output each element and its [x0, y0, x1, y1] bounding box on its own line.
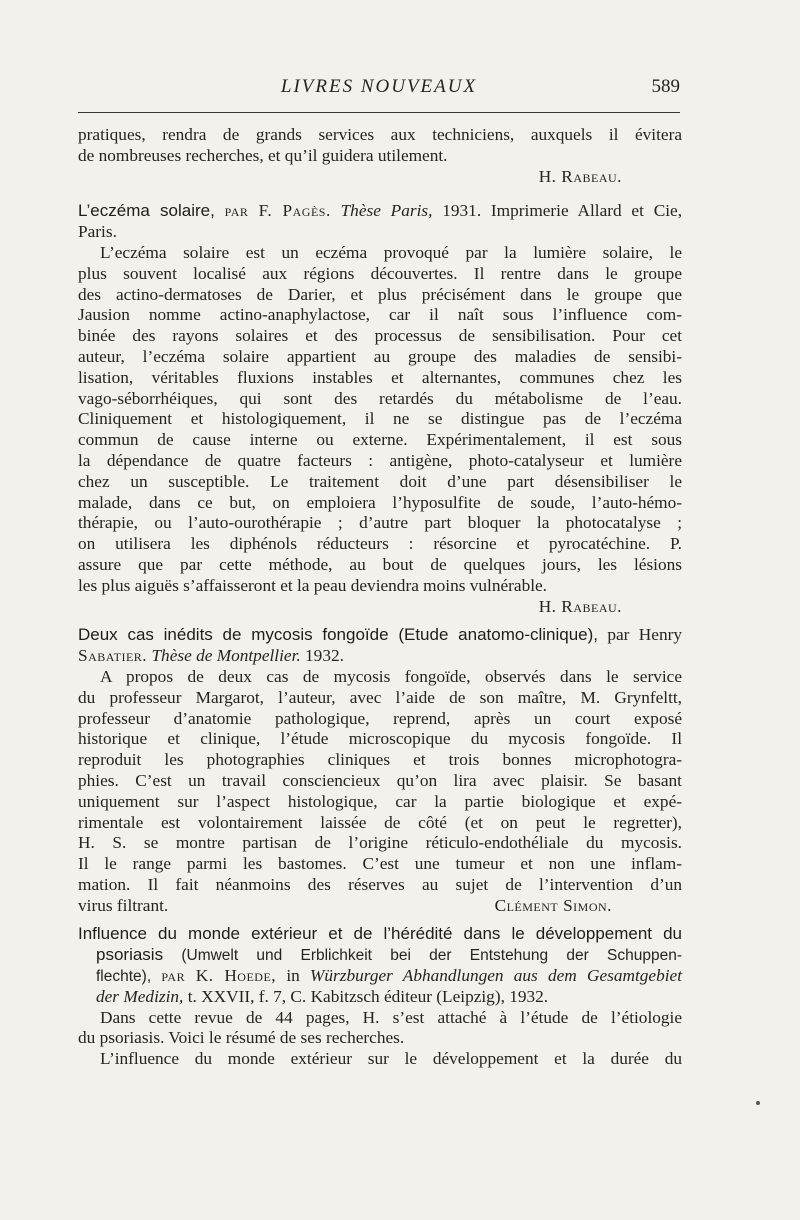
text-line: lisation, véritables fluxions instables et alternantes, communes chez les [78, 367, 682, 387]
signature: H. Rabeau. [538, 166, 622, 186]
text-line: Paris. [78, 222, 117, 242]
text-line: historique et clinique, l’étude microscopique du mycosis fongoïde. Il [78, 729, 682, 749]
text-line: les plus aiguës s’affaisseront et la peau deviendra moins vulnérable. [78, 575, 548, 595]
text-line: du psoriasis. Voici le résumé de ses recherches. [78, 1028, 405, 1048]
text-line: pratiques, rendra de grands services aux techniciens, auxquels il évitera [78, 125, 682, 144]
text-line: Cliniquement et histologiquement, il ne se distingue pas de l’eczéma [78, 409, 682, 429]
paper-speck [756, 1101, 760, 1105]
text-line: Il le range parmi les bastomes. C’est une tumeur et non une inflam- [78, 854, 682, 874]
review-title: L’eczéma solaire, [78, 201, 215, 221]
text-line: thérapie, ou l’auto-ourothérapie ; d’autre part bloquer la photocatalyse ; [78, 513, 682, 533]
review-heading [78, 924, 682, 945]
text-line: flechte), par K. Hoede, in Würzburger Abhandlungen aus dem Gesamtgebiet [96, 966, 683, 986]
text-line: Dans cette revue de 44 pages, H. s’est attaché à l’étude de l’étiologie [100, 1007, 682, 1027]
text-line: L’influence du monde extérieur sur le développement et la durée du [100, 1049, 682, 1069]
review-title: Deux cas inédits de mycosis fongoïde (Etude anatomo-clinique), [78, 625, 599, 645]
text-line: on utilisera les diphénols réducteurs : résorcine et pyrocatéchine. P. [78, 534, 682, 554]
running-title: LIVRES NOUVEAUX [280, 76, 478, 97]
text-line: assure que par cette méthode, au bout de quelques jours, les lésions [78, 554, 682, 574]
text-line: uniquement sur l’aspect histologique, car la partie biologique et expé- [78, 791, 682, 811]
text-line: professeur d’anatomie pathologique, reprend, après un court exposé [78, 708, 682, 728]
page-number: 589 [651, 76, 680, 97]
text-line: virus filtrant. Clément Simon. [78, 895, 612, 915]
text-line: du professeur Margarot, l’auteur, avec l’aide de son maître, M. Grynfeltt, [78, 687, 682, 707]
text-line: malade, dans ce but, on emploiera l’hyposulfite de soude, l’auto-hémo- [78, 492, 682, 512]
text-line: L’eczéma solaire est un eczéma provoqué par la lumière solaire, le [100, 242, 682, 262]
text-line: vago-séborrhéiques, qui sont des retardés du métabolisme de l’eau. [78, 388, 682, 408]
text-line: auteur, l’eczéma solaire appartient au groupe des maladies de sensibi- [78, 346, 682, 366]
text-line: H. S. se montre partisan de l’origine réticulo-endothéliale du mycosis. [78, 833, 682, 853]
text-line: psoriasis (Umwelt und Erblichkeit bei der Entstehung der Schuppen- [96, 945, 682, 965]
text-line: plus souvent localisé aux régions découvertes. Il rentre dans le groupe [78, 263, 682, 283]
text-line: rimentale est volontairement laissée de côté (et on peut le regretter), [78, 812, 682, 832]
text-line: A propos de deux cas de mycosis fongoïde, observés dans le service [100, 666, 682, 686]
text-line: mation. Il fait néanmoins des réserves au sujet de l’intervention d’un [78, 874, 682, 894]
review-heading: L’eczéma solaire, par F. Pagès. Thèse Paris, 1931. Imprimerie Allard et Cie, [78, 201, 683, 221]
review-heading: Deux cas inédits de mycosis fongoïde (Etude anatomo-clinique), par Henry [78, 625, 682, 645]
signature: Clément Simon. [494, 895, 612, 915]
text-line: de nombreuses recherches, et qu’il guidera utilement. [78, 145, 448, 165]
running-header [78, 72, 680, 113]
review-title: Influence du monde extérieur et de l’hérédité dans le développement du [78, 924, 682, 944]
text-line: la dépendance de quatre facteurs : antigène, photo-catalyseur et lumière [78, 450, 682, 470]
text-line: binée des rayons solaires et des processus de sensibilisation. Pour cet [78, 326, 682, 346]
text-line: chez un susceptible. Le traitement doit d’une part désensibiliser le [78, 471, 682, 491]
text-line: der Medizin, t. XXVII, f. 7, C. Kabitzsch éditeur (Leipzig), 1932. [96, 986, 549, 1006]
text-line: phies. C’est un travail consciencieux qu’on lira avec plaisir. Se basant [78, 770, 682, 790]
page-body [78, 125, 682, 1070]
text-line: Jausion nomme actino-anaphylactose, car il naît sous l’influence com- [78, 305, 682, 325]
text-line: reproduit les photographies cliniques et trois bonnes microphotogra- [78, 750, 682, 770]
text-line: Sabatier. Thèse de Montpellier. 1932. [78, 646, 344, 666]
signature: H. Rabeau. [538, 596, 622, 616]
text-line: commun de cause interne ou externe. Expérimentalement, il est sous [78, 430, 682, 450]
text-line: des actino-dermatoses de Darier, et plus précisément dans le groupe que [78, 284, 682, 304]
